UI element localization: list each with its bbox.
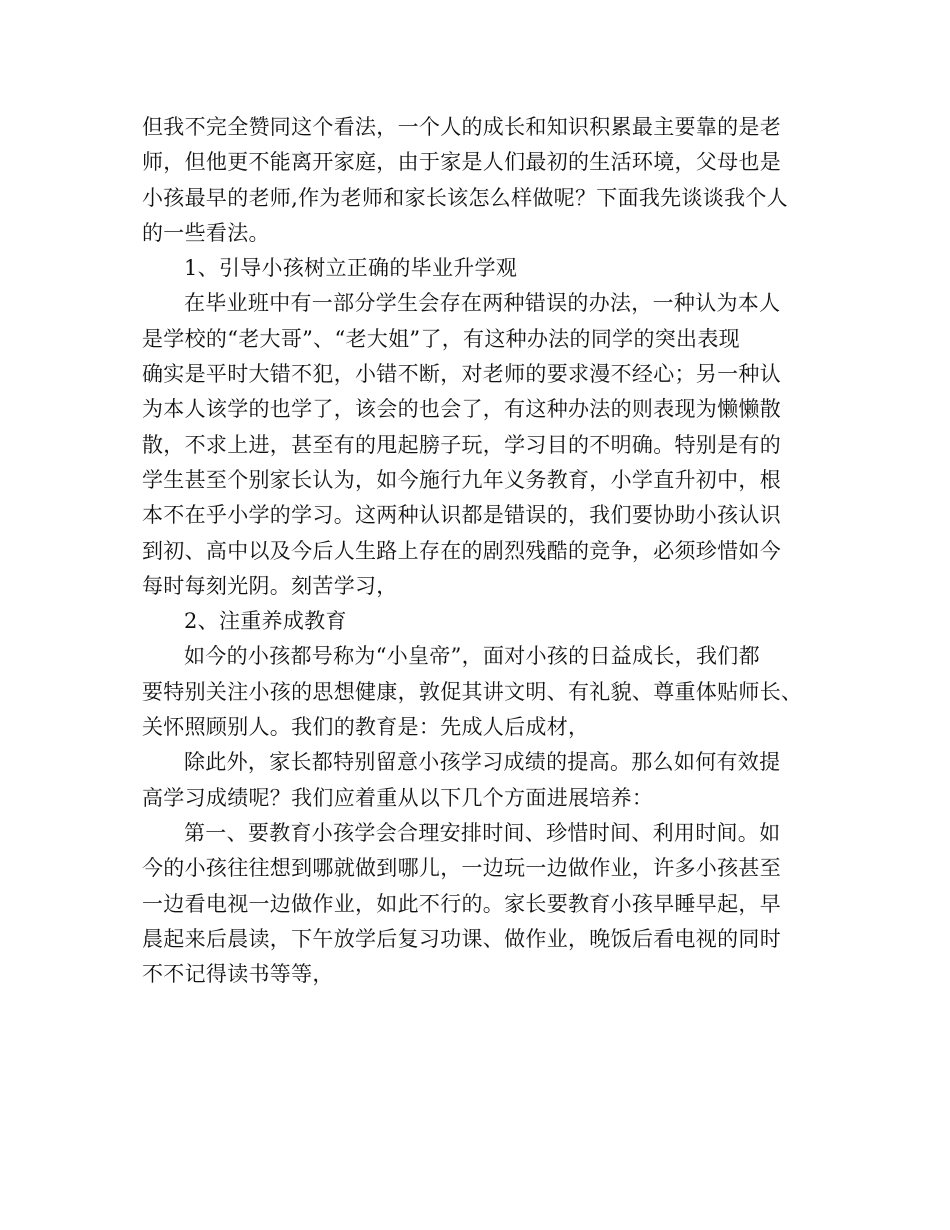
text-line: 1、引导小孩树立正确的毕业升学观 [184, 256, 518, 281]
text-line: 关怀照顾别人。我们的教育是：先成人后成材， [142, 715, 590, 740]
text-line: 要特别关注小孩的思想健康，敦促其讲文明、有礼貌、尊重体贴师长、 [142, 679, 803, 704]
text-line: 是学校的“老大哥”、“老大姐”了，有这种办法的同学的突出表现 [142, 326, 740, 351]
text-line: 如今的小孩都号称为“小皇帝”，面对小孩的日益成长，我们都 [184, 644, 760, 669]
text-line: 到初、高中以及今后人生路上存在的剧烈残酷的竞争，必须珍惜如今 [142, 538, 781, 563]
text-line: 不不记得读书等等， [142, 962, 334, 987]
text-line: 第一、要教育小孩学会合理安排时间、珍惜时间、利用时间。如 [184, 820, 781, 845]
text-line: 确实是平时大错不犯，小错不断，对老师的要求漫不经心；另一种认 [142, 362, 781, 387]
text-line: 一边看电视一边做作业，如此不行的。家长要教育小孩早睡早起，早 [142, 891, 781, 916]
text-line: 为本人该学的也学了，该会的也会了，有这种办法的则表现为懒懒散 [142, 397, 781, 422]
text-line: 学生甚至个别家长认为，如今施行九年义务教育，小学直升初中，根 [142, 467, 781, 492]
text-line: 今的小孩往往想到哪就做到哪儿，一边玩一边做作业，许多小孩甚至 [142, 856, 781, 881]
text-line: 小孩最早的老师,作为老师和家长该怎么样做呢？下面我先谈谈我个人 [142, 185, 788, 210]
text-line: 每时每刻光阴。刻苦学习， [142, 573, 398, 598]
text-line: 高学习成绩呢？我们应着重从以下几个方面进展培养： [142, 785, 654, 810]
text-line: 师，但他更不能离开家庭，由于家是人们最初的生活环境，父母也是 [142, 150, 781, 175]
text-line: 除此外，家长都特别留意小孩学习成绩的提高。那么如何有效提 [184, 750, 781, 775]
text-line: 在毕业班中有一部分学生会存在两种错误的办法，一种认为本人 [184, 291, 781, 316]
text-line: 散，不求上进，甚至有的甩起膀子玩，学习目的不明确。特别是有的 [142, 432, 781, 457]
text-line: 本不在乎小学的学习。这两种认识都是错误的，我们要协助小孩认识 [142, 503, 781, 528]
text-line: 的一些看法。 [142, 220, 270, 245]
text-line: 晨起来后晨读，下午放学后复习功课、做作业，晚饭后看电视的同时 [142, 926, 781, 951]
body-text [142, 110, 817, 992]
text-line: 2、注重养成教育 [184, 609, 347, 634]
text-line: 但我不完全赞同这个看法，一个人的成长和知识积累最主要靠的是老 [142, 115, 781, 139]
